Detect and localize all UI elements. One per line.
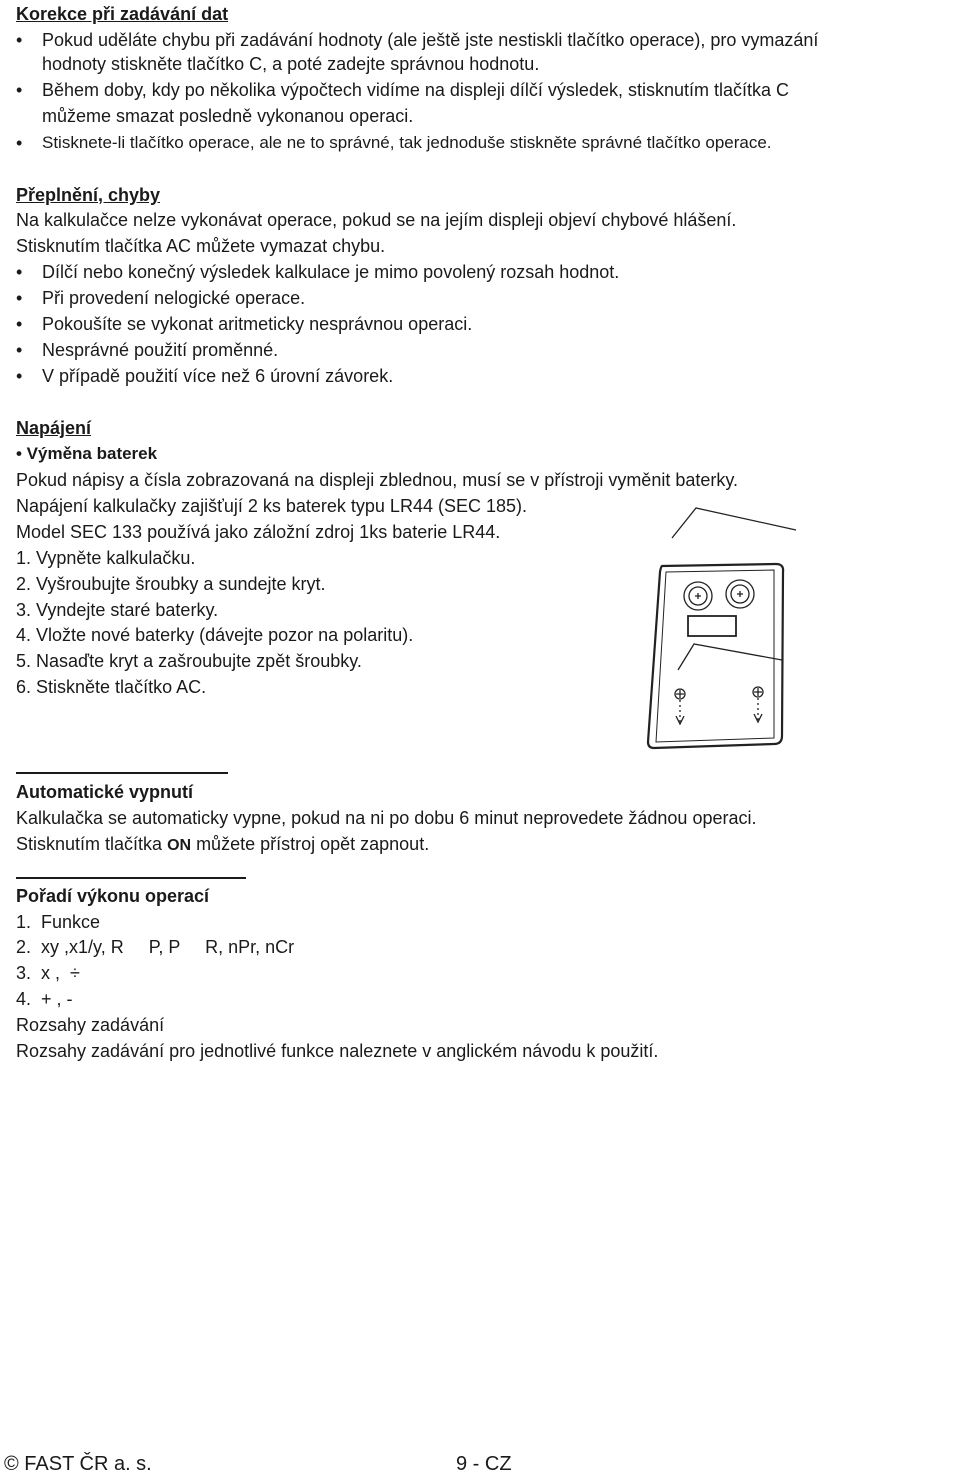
overflow-item: Pokoušíte se vykonat aritmeticky nesprávnou operaci. [42, 314, 473, 334]
overflow-item: Dílčí nebo konečný výsledek kalkulace je mimo povolený rozsah hodnot. [42, 262, 620, 282]
bullet-icon: • [16, 133, 23, 153]
overflow-item: Nesprávné použití proměnné. [42, 340, 279, 360]
section-heading-operation-order: Pořadí výkonu operací [16, 886, 210, 906]
battery-step: 6. Stiskněte tlačítko AC. [16, 677, 207, 697]
footer-page-number: 9 - CZ [456, 1453, 512, 1475]
battery-step: 4. Vložte nové baterky (dávejte pozor na polaritu). [16, 625, 414, 645]
battery-replacement-subheading: • Výměna baterek [16, 444, 158, 463]
correction-item-1-line-1: Pokud uděláte chybu při zadávání hodnoty (ale ještě jste nestiskli tlačítko operace), pro vymazání [42, 30, 819, 50]
section-divider [16, 772, 228, 774]
bullet-icon: • [16, 366, 23, 386]
bullet-icon: • [16, 288, 23, 308]
power-text-2: Napájení kalkulačky zajišťují 2 ks baterek typu LR44 (SEC 185). [16, 496, 527, 516]
auto-off-text-2-prefix: Stisknutím tlačítka [16, 834, 168, 854]
correction-item-2-line-1: Během doby, kdy po několika výpočtech vidíme na displeji dílčí výsledek, stisknutím tlačítka C [42, 80, 790, 100]
correction-item-2-line-2: můžeme smazat posledně vykonanou operaci. [42, 106, 414, 126]
section-divider [16, 877, 246, 879]
section-heading-power: Napájení [16, 418, 92, 438]
operation-order-row: 4. + , - [16, 989, 73, 1009]
battery-step: 5. Nasaďte kryt a zašroubujte zpět šroubky. [16, 651, 362, 671]
power-text-3: Model SEC 133 používá jako záložní zdroj 1ks baterie LR44. [16, 522, 501, 542]
bullet-icon: • [16, 340, 23, 360]
correction-item-3: Stisknete-li tlačítko operace, ale ne to správné, tak jednoduše stiskněte správné tlačítko operace. [42, 133, 772, 152]
section-heading-overflow: Přeplnění, chyby [16, 185, 161, 205]
battery-step: 2. Vyšroubujte šroubky a sundejte kryt. [16, 574, 326, 594]
battery-step: 1. Vypněte kalkulačku. [16, 548, 196, 568]
overflow-text-2: Stisknutím tlačítka AC můžete vymazat chybu. [16, 236, 386, 256]
input-ranges-text: Rozsahy zadávání pro jednotlivé funkce naleznete v anglickém návodu k použití. [16, 1041, 659, 1061]
section-heading-auto-off: Automatické vypnutí [16, 782, 194, 802]
battery-compartment-illustration [640, 492, 800, 754]
on-key-label: ON [167, 837, 192, 854]
power-text-1: Pokud nápisy a čísla zobrazovaná na displeji zblednou, musí se v přístroji vyměnit baterky. [16, 470, 739, 490]
bullet-icon: • [16, 314, 23, 334]
input-ranges-title: Rozsahy zadávání [16, 1015, 165, 1035]
overflow-item: V případě použití více než 6 úrovní závorek. [42, 366, 394, 386]
bullet-icon: • [16, 262, 23, 282]
section-heading-correction: Korekce při zadávání dat [16, 4, 229, 24]
battery-step: 3. Vyndejte staré baterky. [16, 600, 219, 620]
operation-order-row: 2. xy ,x1/y, R P, P R, nPr, nCr [16, 937, 295, 957]
bullet-icon: • [16, 30, 23, 50]
auto-off-text-2 [16, 832, 429, 858]
operation-order-row: 3. x , ÷ [16, 963, 80, 983]
bullet-icon: • [16, 80, 23, 100]
overflow-item: Při provedení nelogické operace. [42, 288, 306, 308]
footer-copyright: © FAST ČR a. s. [4, 1453, 152, 1475]
overflow-text-1: Na kalkulačce nelze vykonávat operace, pokud se na jejím displeji objeví chybové hlášení. [16, 210, 737, 230]
operation-order-row: 1. Funkce [16, 912, 101, 932]
correction-item-1-line-2: hodnoty stiskněte tlačítko C, a poté zadejte správnou hodnotu. [42, 54, 540, 74]
auto-off-text-1: Kalkulačka se automaticky vypne, pokud na ni po dobu 6 minut neprovedete žádnou operaci. [16, 808, 757, 828]
auto-off-text-2-suffix: můžete přístroj opět zapnout. [191, 834, 430, 854]
